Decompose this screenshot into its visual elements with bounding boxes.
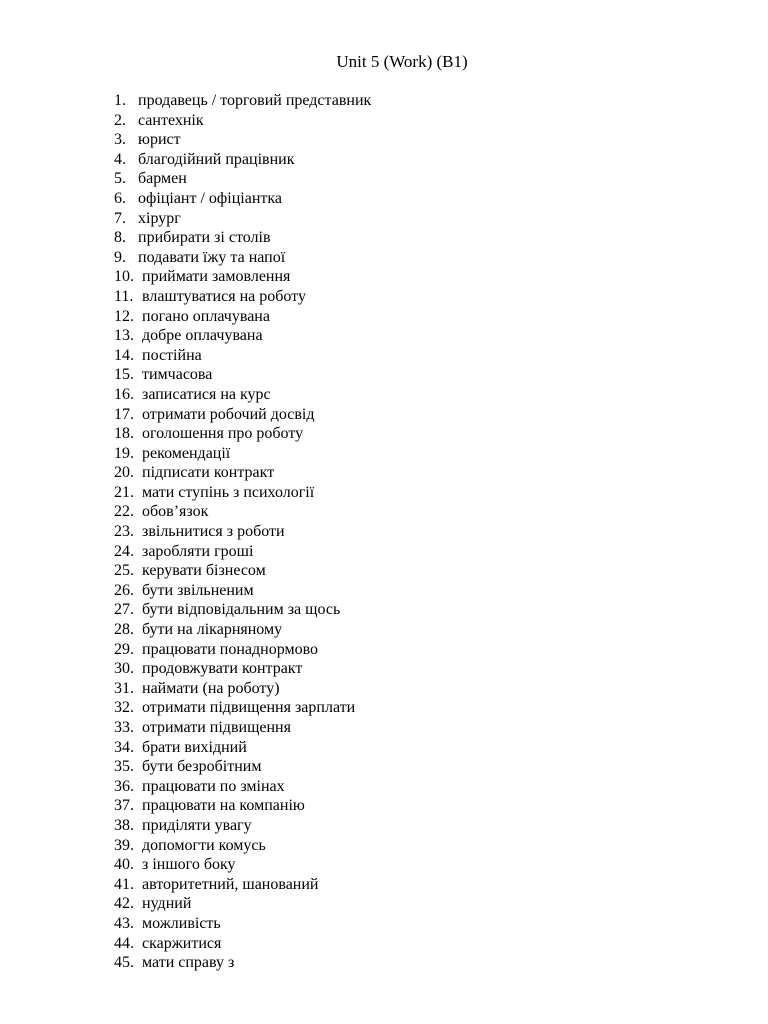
list-item xyxy=(114,326,371,346)
list-item-number: 27. xyxy=(114,601,134,619)
list-item xyxy=(114,698,371,718)
list-item-text: скаржитися xyxy=(142,934,222,952)
list-item-text: брати вихідний xyxy=(142,738,247,756)
list-item-number: 31. xyxy=(114,679,134,697)
list-item-number: 2. xyxy=(114,111,126,129)
list-item xyxy=(114,111,371,131)
list-item-text: з іншого боку xyxy=(142,856,236,874)
list-item-text: бути звільненим xyxy=(142,581,254,599)
list-item-text: бути на лікарняному xyxy=(142,621,283,639)
list-item-number: 14. xyxy=(114,346,134,364)
list-item xyxy=(114,875,371,895)
list-item xyxy=(114,561,371,581)
list-item-number: 39. xyxy=(114,836,134,854)
list-item xyxy=(114,169,371,189)
list-item-number: 4. xyxy=(114,150,126,168)
list-item xyxy=(114,228,371,248)
list-item xyxy=(114,894,371,914)
list-item-number: 45. xyxy=(114,954,134,972)
list-item-text: приймати замовлення xyxy=(142,268,291,286)
list-item-text: отримати робочий досвід xyxy=(142,405,315,423)
list-item-number: 23. xyxy=(114,523,134,541)
list-item xyxy=(114,307,371,327)
list-item-text: працювати на компанію xyxy=(142,797,305,815)
list-item-text: постійна xyxy=(142,346,202,364)
list-item-text: хірург xyxy=(138,209,181,227)
list-item-text: звільнитися з роботи xyxy=(142,523,285,541)
list-item xyxy=(114,424,371,444)
list-item xyxy=(114,542,371,562)
list-item xyxy=(114,130,371,150)
list-item-number: 36. xyxy=(114,777,134,795)
list-item xyxy=(114,718,371,738)
list-item xyxy=(114,855,371,875)
list-item-number: 11. xyxy=(114,287,134,305)
vocabulary-list xyxy=(114,91,371,973)
list-item-number: 22. xyxy=(114,503,134,521)
list-item-number: 3. xyxy=(114,131,126,149)
list-item-number: 25. xyxy=(114,562,134,580)
list-item-text: підписати контракт xyxy=(142,464,275,482)
list-item xyxy=(114,914,371,934)
list-item-number: 40. xyxy=(114,856,134,874)
list-item-text: авторитетний, шанований xyxy=(142,875,319,893)
list-item xyxy=(114,346,371,366)
list-item-text: наймати (на роботу) xyxy=(142,679,280,697)
list-item xyxy=(114,816,371,836)
document-title: Unit 5 (Work) (B1) xyxy=(336,52,468,71)
list-item-number: 9. xyxy=(114,248,126,266)
list-item xyxy=(114,738,371,758)
list-item xyxy=(114,287,371,307)
list-item-text: бармен xyxy=(138,170,187,188)
list-item-text: працювати по змінах xyxy=(142,777,285,795)
list-item xyxy=(114,267,371,287)
list-item-number: 12. xyxy=(114,307,134,325)
list-item-text: рекомендації xyxy=(142,444,231,462)
list-item-text: благодійний працівник xyxy=(138,150,295,168)
list-item-text: бути безробітним xyxy=(142,758,262,776)
list-item xyxy=(114,463,371,483)
list-item-number: 43. xyxy=(114,914,134,932)
list-item xyxy=(114,953,371,973)
list-item-number: 30. xyxy=(114,660,134,678)
list-item-text: влаштуватися на роботу xyxy=(142,287,306,305)
list-item-text: обов’язок xyxy=(142,503,209,521)
list-item-text: мати справу з xyxy=(142,954,235,972)
list-item xyxy=(114,600,371,620)
list-item xyxy=(114,248,371,268)
list-item-text: допомогти комусь xyxy=(142,836,266,854)
list-item-text: офіціант / офіціантка xyxy=(138,189,283,207)
list-item xyxy=(114,150,371,170)
list-item xyxy=(114,620,371,640)
list-item xyxy=(114,796,371,816)
list-item xyxy=(114,502,371,522)
list-item xyxy=(114,522,371,542)
list-item-number: 33. xyxy=(114,719,134,736)
list-item-text: юрист xyxy=(138,131,181,149)
list-item-number: 17. xyxy=(114,405,134,423)
list-item-number: 10. xyxy=(114,268,134,286)
list-item-number: 41. xyxy=(114,875,134,893)
list-item-number: 19. xyxy=(114,444,134,462)
list-item-number: 34. xyxy=(114,738,134,756)
list-item-number: 6. xyxy=(114,189,126,207)
list-item-text: сантехнік xyxy=(138,111,204,129)
list-item-number: 44. xyxy=(114,934,134,952)
list-item xyxy=(114,640,371,660)
list-item-text: прибирати зі столів xyxy=(138,229,271,247)
list-item-text: бути відповідальним за щось xyxy=(142,601,341,619)
list-item xyxy=(114,189,371,209)
list-item-text: подавати їжу та напої xyxy=(138,248,286,266)
list-item-number: 42. xyxy=(114,895,134,913)
list-item-text: продавець / торговий представник xyxy=(138,92,372,109)
list-item-number: 8. xyxy=(114,229,126,247)
list-item-text: працювати понаднормово xyxy=(142,640,319,658)
list-item-number: 13. xyxy=(114,327,134,345)
list-item-text: погано оплачувана xyxy=(142,307,270,325)
list-item-text: мати ступінь з психології xyxy=(142,483,315,501)
list-item xyxy=(114,934,371,954)
list-item-number: 26. xyxy=(114,581,134,599)
list-item-number: 21. xyxy=(114,483,134,501)
list-item-number: 16. xyxy=(114,385,134,403)
list-item-text: оголошення про роботу xyxy=(142,425,304,443)
list-item-number: 29. xyxy=(114,640,134,658)
list-item xyxy=(114,483,371,503)
list-item-number: 28. xyxy=(114,621,134,639)
list-item-text: отримати підвищення xyxy=(142,719,291,736)
list-item-number: 20. xyxy=(114,464,134,482)
list-item-text: керувати бізнесом xyxy=(142,562,266,580)
list-item-number: 35. xyxy=(114,758,134,776)
list-item-number: 1. xyxy=(114,92,126,109)
list-item-text: отримати підвищення зарплати xyxy=(142,699,356,717)
list-item xyxy=(114,659,371,679)
list-item xyxy=(114,444,371,464)
list-item-text: приділяти увагу xyxy=(142,816,252,834)
list-item-number: 38. xyxy=(114,816,134,834)
list-item-text: продовжувати контракт xyxy=(142,660,303,678)
list-item-text: можливість xyxy=(142,914,221,932)
list-item-text: записатися на курс xyxy=(142,385,271,403)
list-item xyxy=(114,385,371,405)
list-item xyxy=(114,91,371,111)
list-item xyxy=(114,581,371,601)
list-item xyxy=(114,405,371,425)
list-item xyxy=(114,777,371,797)
list-item-number: 37. xyxy=(114,797,134,815)
list-item-number: 5. xyxy=(114,170,126,188)
list-item xyxy=(114,679,371,699)
list-item-text: нудний xyxy=(142,895,192,913)
list-item-number: 18. xyxy=(114,425,134,443)
list-item-text: тимчасова xyxy=(142,366,213,384)
list-item xyxy=(114,757,371,777)
list-item-number: 24. xyxy=(114,542,134,560)
list-item-number: 32. xyxy=(114,699,134,717)
list-item-number: 7. xyxy=(114,209,126,227)
list-item-number: 15. xyxy=(114,366,134,384)
list-item-text: добре оплачувана xyxy=(142,327,263,345)
list-item-text: заробляти гроші xyxy=(142,542,254,560)
list-item xyxy=(114,209,371,229)
list-item xyxy=(114,365,371,385)
list-item xyxy=(114,836,371,856)
